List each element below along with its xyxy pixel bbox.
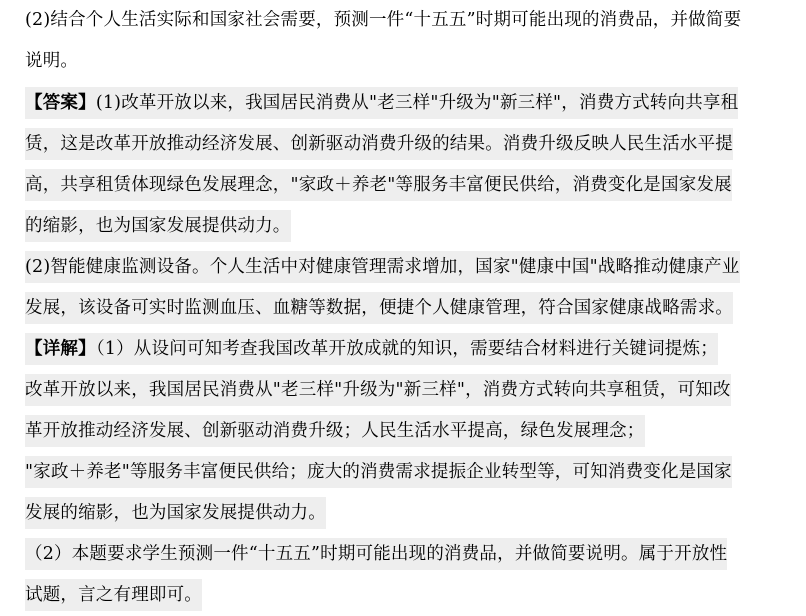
answer-tag: 【答案】 [25,93,96,113]
detail-line-3: 革开放推动经济发展、创新驱动消费升级；人民生活水平提高，绿色发展理念； [25,415,645,447]
answer-line-1 [25,87,738,119]
detail-tag: 【详解】 [25,339,96,359]
answer-line-6: 发展，该设备可实时监测血压、血糖等数据，便捷个人健康管理，符合国家健康战略需求。 [25,292,733,324]
answer-line-2: 赁，这是改革开放推动经济发展、创新驱动消费升级的结果。消费升级反映人民生活水平提 [25,128,733,160]
answer-line-4: 的缩影，也为国家发展提供动力。 [25,210,291,242]
detail-line-1-text: （1）从设问可知考查我国改革开放成就的知识，需要结合材料进行关键词提炼； [95,339,718,359]
answer-line-1-text: (1)改革开放以来，我国居民消费从"老三样"升级为"新三样"，消费方式转向共享租 [95,93,739,113]
detail-line-4: "家政＋养老"等服务丰富便民供给；庞大的消费需求提振企业转型等，可知消费变化是国家 [25,456,732,488]
question-line-1: (2)结合个人生活实际和国家社会需要，预测一件“十五五”时期可能出现的消费品，并做简要 [25,10,742,30]
detail-line-6: （2）本题要求学生预测一件“十五五”时期可能出现的消费品，并做简要说明。属于开放性 [25,538,727,570]
answer-line-5: (2)智能健康监测设备。个人生活中对健康管理需求增加，国家"健康中国"战略推动健康产业 [25,251,740,283]
answer-line-3: 高，共享租赁体现绿色发展理念，"家政＋养老"等服务丰富便民供给，消费变化是国家发展 [25,169,732,201]
detail-line-1 [25,333,718,365]
detail-line-7: 试题，言之有理即可。 [25,579,202,611]
detail-line-2: 改革开放以来，我国居民消费从"老三样"升级为"新三样"，消费方式转向共享租赁，可知改 [25,374,731,406]
detail-line-5: 发展的缩影，也为国家发展提供动力。 [25,497,326,529]
question-line-2: 说明。 [25,51,79,71]
